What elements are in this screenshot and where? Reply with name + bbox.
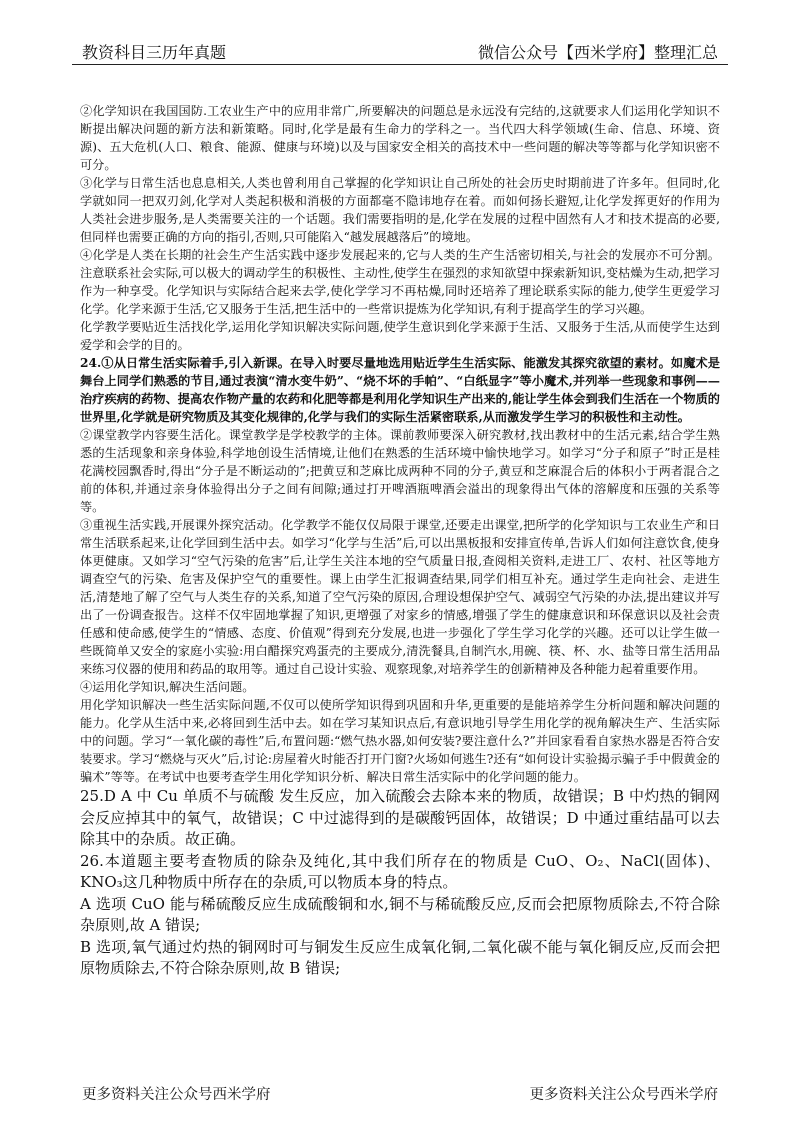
answer-24-3: ③重视生活实践,开展课外探究活动。化学教学不能仅仅局限于课堂,还要走出课堂,把所学的化学知识与工农业生产和日常生活联系起来,让化学回到生活中去。如学习“化学与生活”后,可以出黑板报和安排宣传单,告诉人们如何注意饮食,使身体更健康。又如学习“空气污染的危害”后,让学生关注本地的空气质量日报,查阅相关资料,走进工厂、农村、社区等地方调查空气的污染、危害及保护空气的重要性。课上由学生汇报调查结果,同学们相互补充。通过学生走向社会、走进生活,清楚地了解了空气与人类生存的关系,知道了空气污染的原因,合理设想保护空气、减弱空气污染的办法,提出建议并写出了一份调查报告。这样不仅牢固地掌握了知识,更增强了对家乡的情感,增强了学生的健康意识和环保意识以及社会责任感和使命感,使学生的“情感、态度、价值观”得到充分发展,也进一步强化了学生学习化学的兴趣。还可以让学生做一些既简单又安全的家庭小实验:用白醋探究鸡蛋壳的主要成分,清洗餐具,自制汽水,用碗、筷、杯、水、盐等日常生活用品来练习仪器的使用和药品的取用等。通过自己设计实验、观察现象,对培养学生的创新精神及各种能力起着重要作用。 — [80, 518, 720, 676]
page-body — [80, 102, 720, 980]
paragraph-4: ④化学是人类在长期的社会生产生活实践中逐步发展起来的,它与人类的生产生活密切相关,与社会的发展亦不可分割。注意联系社会实际,可以极大的调动学生的积极性、主动性,使学生在强烈的求知欲望中探索新知识,变枯燥为生动,把学习作为一种享受。化学知识与实际结合起来去学,使化学学习不再枯燥,同时还培养了理论联系实际的能力,使学生更爱学习化学。化学来源于生活,它又服务于生活,把生活中的一些常识提炼为化学知识,有利于提高学生的学习兴趣。 — [80, 248, 720, 316]
page-header — [72, 40, 728, 65]
header-left-text: 教资科目三历年真题 — [82, 43, 227, 62]
paragraph-summary: 化学教学要贴近生活找化学,运用化学知识解决实际问题,使学生意识到化学来源于生活、又服务于生活,从而使学生达到爱学和会学的目的。 — [80, 320, 720, 352]
answer-26-option-a: A 选项 CuO 能与稀硫酸反应生成硫酸铜和水,铜不与稀硫酸反应,反而会把原物质除去,不符合除杂原则,故 A 错误; — [80, 894, 720, 934]
footer-left-text: 更多资料关注公众号西米学府 — [82, 1087, 271, 1103]
answer-24-1: 24.①从日常生活实际着手,引入新课。在导入时要尽量地选用贴近学生生活实际、能激发其探究欲望的素材。如魔术是舞台上同学们熟悉的节目,通过表演“清水变牛奶”、“烧不坏的手帕”、“白纸显字”等小魔术,并列举一些现象和事例——治疗疾病的药物、提高农作物产量的农药和化肥等都是利用化学知识生产出来的,能让学生体会到我们生活在一个物质的世界里,化学就是研究物质及其变化规律的,化学与我们的实际生活紧密联系,从而激发学生学习的积极性和主动性。 — [80, 356, 720, 424]
page-footer — [72, 1083, 728, 1105]
answer-26-intro: 26.本道题主要考查物质的除杂及纯化,其中我们所存在的物质是 CuO、O₂、NaCl(固体)、KNO₃这几种物质中所存在的杂质,可以物质本身的特点。 — [80, 851, 720, 891]
answer-24-4-body: 用化学知识解决一些生活实际问题,不仅可以使所学知识得到巩固和升华,更重要的是能培养学生分析问题和解决问题的能力。化学从生活中来,必将回到生活中去。如在学习某知识点后,有意识地引导学生用化学的视角解决生产、生活实际中的问题。学习“一氧化碳的毒性”后,布置问题:“燃气热水器,如何安装?要注意什么?”并回家看看自家热水器是否符合安装要求。学习“燃烧与灭火”后,讨论:房屋着火时能否打开门窗?火场如何逃生?还有“如何设计实验揭示骗子手中假黄金的骗术”等等。在考试中也要考查学生用化学知识分析、解决日常生活实际中的化学问题的能力。 — [80, 698, 720, 784]
paragraph-2: ②化学知识在我国国防.工农业生产中的应用非常广,所要解决的问题总是永远没有完结的,这就要求人们运用化学知识不断提出解决问题的新方法和新策略。同时,化学是最有生命力的学科之一。当代四大科学领域(生命、信息、环境、资源)、五大危机(人口、粮食、能源、健康与环境)以及与国家安全相关的高技术中一些问题的解决等等都与化学知识密不可分。 — [80, 104, 720, 172]
header-right-text: 微信公众号【西米学府】整理汇总 — [477, 43, 718, 62]
paragraph-3: ③化学与日常生活也息息相关,人类也曾利用自己掌握的化学知识让自己所处的社会历史时期前进了许多年。但同时,化学就如同一把双刃剑,化学对人类起积极和消极的方面都毫不隐讳地存在着。而如何扬长避短,让化学发挥更好的作用为人类社会进步服务,是人类需要关注的一个话题。我们需要指明的是,化学在发展的过程中固然有人才和技术提高的必要,但同样也需要正确的方向的指引,否则,只可能陷入“越发展越落后”的境地。 — [80, 176, 720, 244]
answer-26-option-b: B 选项,氧气通过灼热的铜网时可与铜发生反应生成氧化铜,二氧化碳不能与氧化铜反应,反而会把原物质除去,不符合除杂原则,故 B 错误; — [80, 937, 720, 977]
answer-25: 25.D A 中 Cu 单质不与硫酸 发生反应，加入硫酸会去除本来的物质，故错误；B 中灼热的铜网会反应掉其中的氧气，故错误；C 中过滤得到的是碳酸钙固体，故错误；D 中通过重结晶可以去除其中的杂质。故正确。 — [80, 787, 720, 848]
answer-24-2: ②课堂教学内容要生活化。课堂教学是学校教学的主体。课前教师要深入研究教材,找出教材中的生活元素,结合学生熟悉的生活现象和亲身体验,科学地创设生活情境,让他们在熟悉的生活环境中愉快地学习。如学习“分子和原子”时正是桂花满校园飘香时,得出“分子是不断运动的”;把黄豆和芝麻比成两种不同的分子,黄豆和芝麻混合后的体积小于两者混合之前的体积,并通过亲身体验得出分子之间有间隙;通过打开啤酒瓶啤酒会溢出的现象得出气体的溶解度和压强的关系等等。 — [80, 428, 720, 514]
footer-right-text: 更多资料关注公众号西米学府 — [529, 1087, 718, 1103]
answer-24-4-heading: ④运用化学知识,解决生活问题。 — [80, 680, 255, 694]
